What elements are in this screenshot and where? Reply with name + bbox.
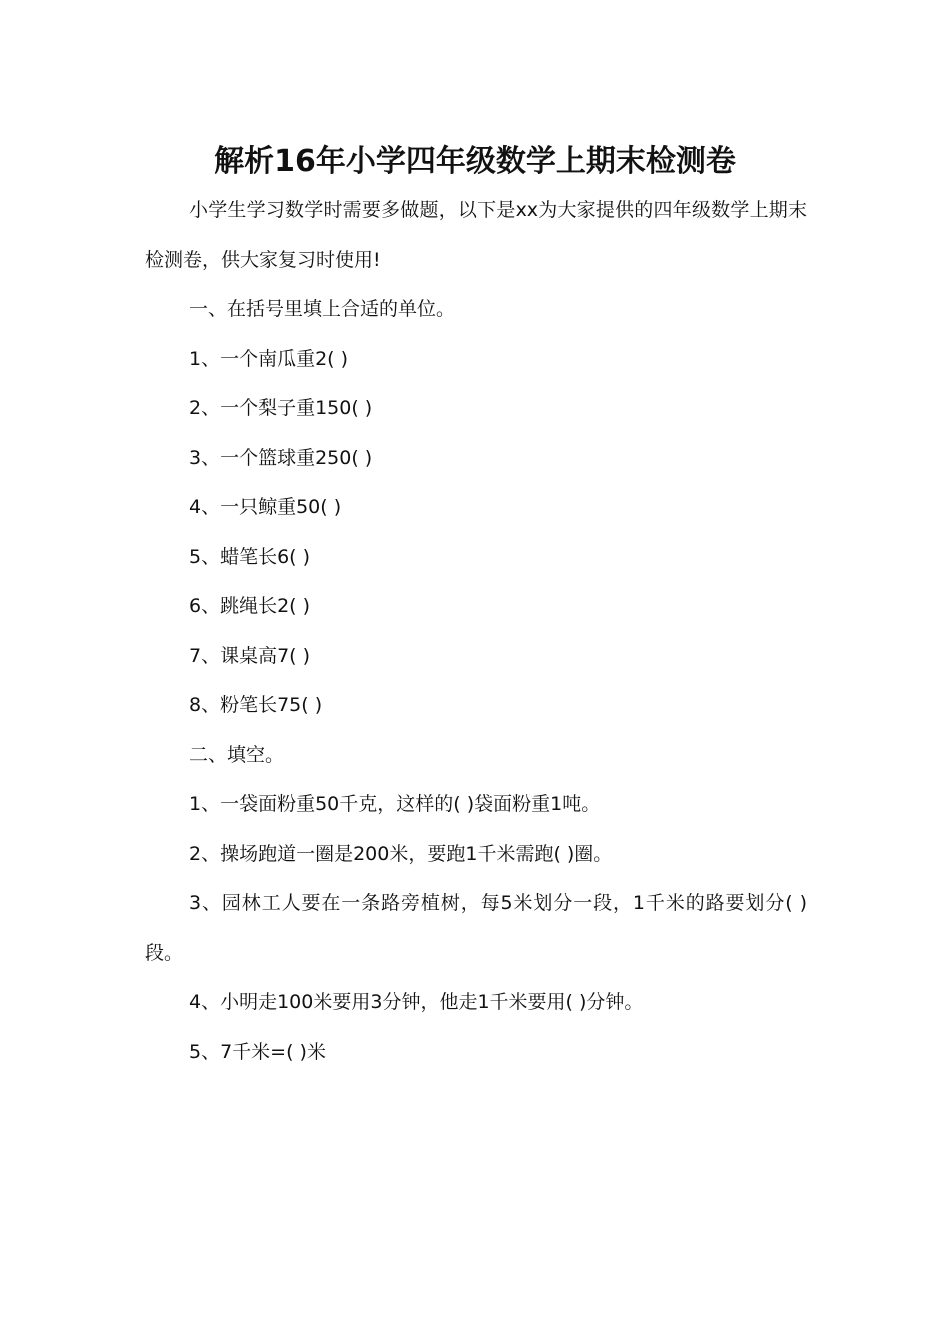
document-body [145,186,807,1077]
question-item: 7、课桌高7( ) [189,644,311,667]
question-item: 2、操场跑道一圈是200米，要跑1千米需跑( )圈。 [189,842,613,865]
intro-paragraph: 小学生学习数学时需要多做题，以下是xx为大家提供的四年级数学上期末检测卷，供大家复习时使用! [145,199,807,271]
question-item: 4、小明走100米要用3分钟，他走1千米要用( )分钟。 [189,991,644,1013]
question-item: 3、园林工人要在一条路旁植树，每5米划分一段，1千米的路要划分( )段。 [145,892,807,964]
section-heading-units: 一、在括号里填上合适的单位。 [189,298,456,320]
document-title: 解析16年小学四年级数学上期末检测卷 [214,144,736,180]
question-item: 2、一个梨子重150( ) [189,397,373,419]
question-item: 5、7千米=( )米 [189,1040,326,1063]
question-item: 8、粉笔长75( ) [189,694,323,716]
question-item: 3、一个篮球重250( ) [189,446,373,469]
section-heading-fill-in: 二、填空。 [189,743,285,766]
question-item: 1、一袋面粉重50千克，这样的( )袋面粉重1吨。 [189,793,601,815]
question-item: 5、蜡笔长6( ) [189,545,311,568]
question-item: 4、一只鲸重50( ) [189,496,342,518]
question-item: 1、一个南瓜重2( ) [189,347,349,370]
question-item: 6、跳绳长2( ) [189,595,311,617]
